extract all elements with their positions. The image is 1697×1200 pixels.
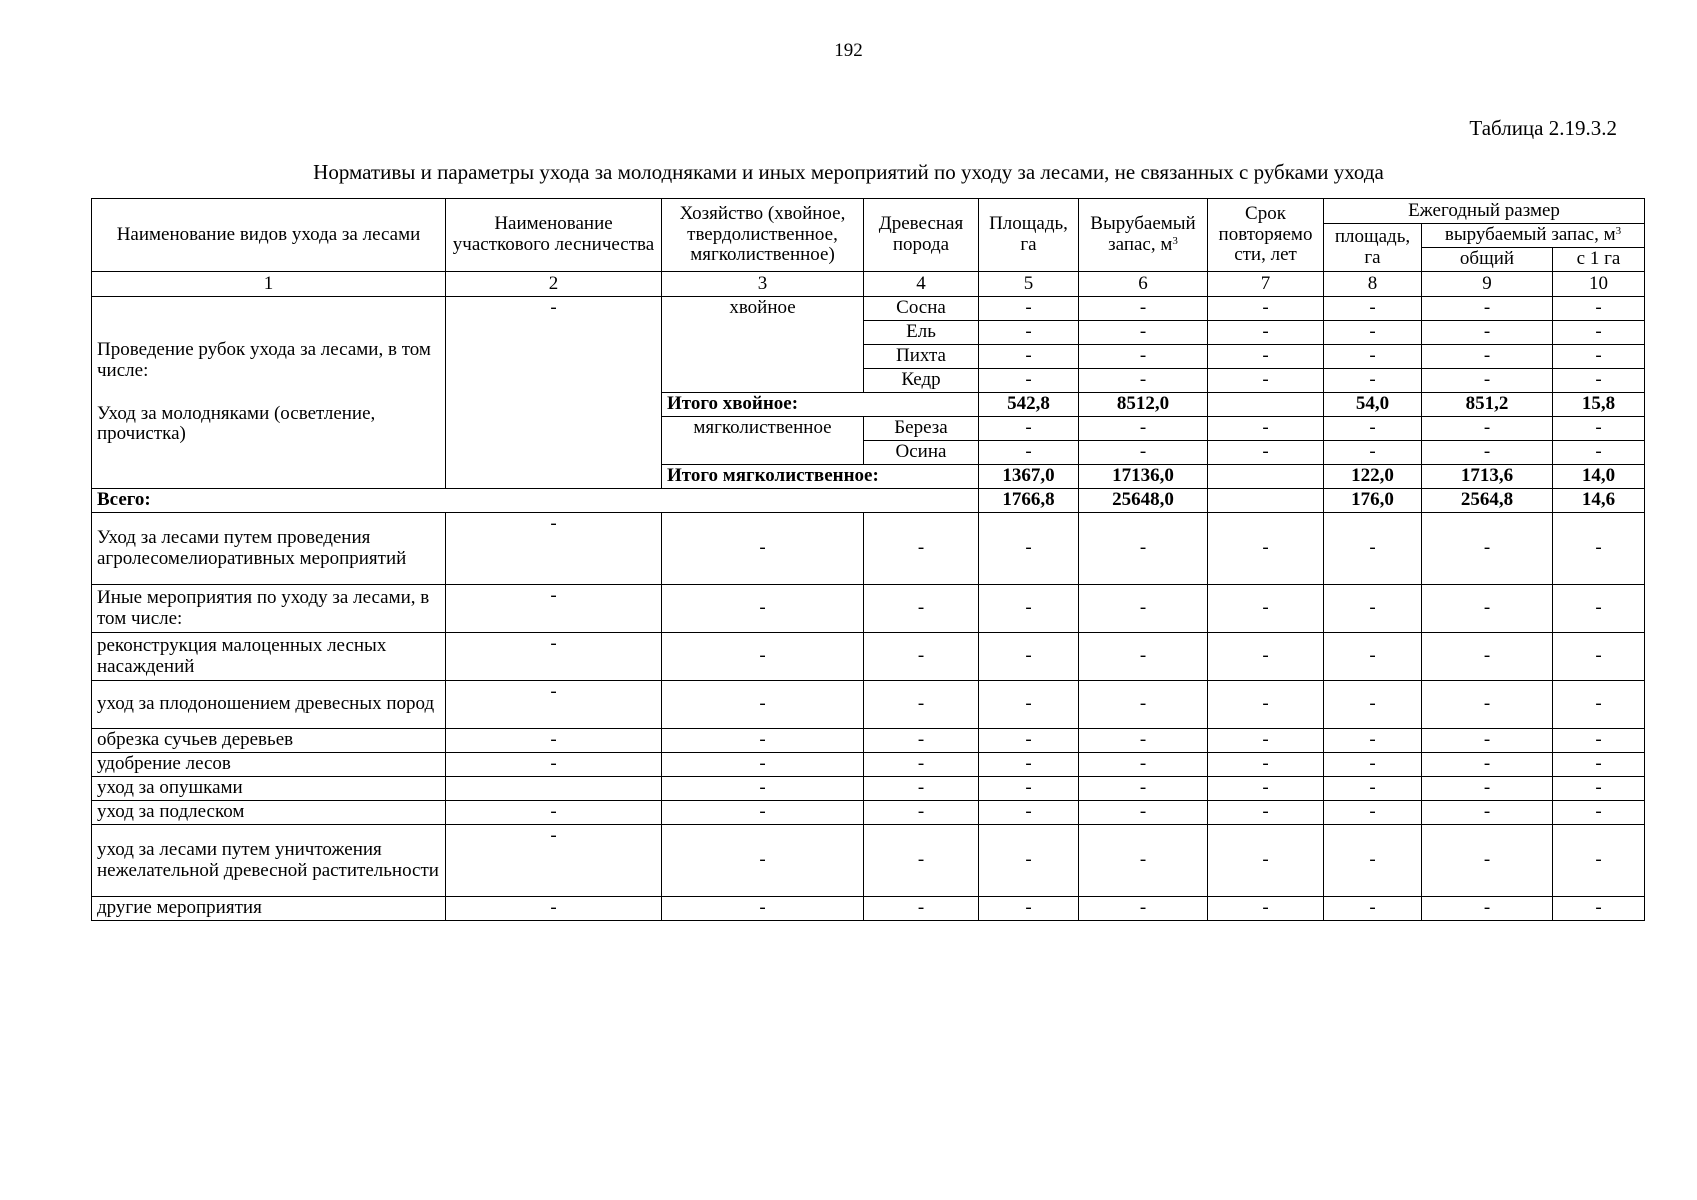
cell-c8: - xyxy=(1324,513,1422,585)
cell-c8: - xyxy=(1324,441,1422,465)
column-number: 5 xyxy=(979,272,1079,297)
column-number: 8 xyxy=(1324,272,1422,297)
softwood-total-label: Итого мягколиственное: xyxy=(662,465,979,489)
forestry-cell: - xyxy=(446,801,662,825)
cell-c9: - xyxy=(1422,777,1553,801)
cell-c5: - xyxy=(979,297,1079,321)
cell-c5: - xyxy=(979,729,1079,753)
activity-name: реконструкция малоценных лесных насаждений xyxy=(92,633,446,681)
cell-c7: - xyxy=(1208,417,1324,441)
table-row xyxy=(92,753,1645,777)
cell-c4: - xyxy=(864,825,979,897)
header-forestry-name: Наименование участкового лесничества xyxy=(446,199,662,272)
cell-c5: - xyxy=(979,585,1079,633)
cell-c8: - xyxy=(1324,345,1422,369)
cell-c10: - xyxy=(1553,897,1645,921)
table-label: Таблица 2.19.3.2 xyxy=(1469,116,1617,140)
cell-c9: - xyxy=(1422,345,1553,369)
cell-c10: - xyxy=(1553,729,1645,753)
cell-c8: - xyxy=(1324,801,1422,825)
cell-c4: - xyxy=(864,801,979,825)
cell-c6: - xyxy=(1079,897,1208,921)
forest-care-table xyxy=(91,198,1645,921)
cell-c6: - xyxy=(1079,753,1208,777)
table-row xyxy=(92,297,1645,321)
cell-c9: - xyxy=(1422,633,1553,681)
cell-c10: - xyxy=(1553,825,1645,897)
cell-c3: - xyxy=(662,633,864,681)
cell-c5: - xyxy=(979,753,1079,777)
cell-c9: - xyxy=(1422,417,1553,441)
cell-c7: - xyxy=(1208,897,1324,921)
cell-c4: - xyxy=(864,681,979,729)
cell-c9: 2564,8 xyxy=(1422,489,1553,513)
cell-c10: 15,8 xyxy=(1553,393,1645,417)
species-cell: Кедр xyxy=(864,369,979,393)
header-area: Площадь, га xyxy=(979,199,1079,272)
forestry-cell: - xyxy=(446,585,662,633)
cell-c8: - xyxy=(1324,681,1422,729)
activity-name: уход за лесами путем уничтожения нежелательной древесной растительности xyxy=(92,825,446,897)
column-number: 9 xyxy=(1422,272,1553,297)
document-title: Нормативы и параметры ухода за молодняками и иных мероприятий по уходу за лесами, не связанных с рубками ухода xyxy=(313,160,1384,184)
column-number: 2 xyxy=(446,272,662,297)
cell-c6: - xyxy=(1079,297,1208,321)
cell-c6: - xyxy=(1079,681,1208,729)
activity-name: уход за плодоношением древесных пород xyxy=(92,681,446,729)
cell-c5: - xyxy=(979,777,1079,801)
cell-c10: - xyxy=(1553,345,1645,369)
cell-c4: - xyxy=(864,729,979,753)
cell-c4: - xyxy=(864,753,979,777)
header-annual-volume-sup: 3 xyxy=(1615,225,1622,238)
cell-c9: - xyxy=(1422,441,1553,465)
forestry-cell: - xyxy=(446,753,662,777)
cell-c8: - xyxy=(1324,633,1422,681)
table-row xyxy=(92,489,1645,513)
column-number: 1 xyxy=(92,272,446,297)
table-row xyxy=(92,897,1645,921)
forestry-cell xyxy=(446,777,662,801)
cell-c9: - xyxy=(1422,897,1553,921)
column-number-row xyxy=(92,272,1645,297)
cell-c5: - xyxy=(979,441,1079,465)
activity-name: удобрение лесов xyxy=(92,753,446,777)
cell-c6: - xyxy=(1079,585,1208,633)
cell-c8: - xyxy=(1324,417,1422,441)
cell-c8: - xyxy=(1324,585,1422,633)
thinning-title: Проведение рубок ухода за лесами, в том числе: xyxy=(97,338,431,381)
cell-c6: 8512,0 xyxy=(1079,393,1208,417)
cell-c10: - xyxy=(1553,801,1645,825)
table-row xyxy=(92,729,1645,753)
cell-c10: - xyxy=(1553,369,1645,393)
cell-c5: - xyxy=(979,345,1079,369)
activity-name: уход за опушками xyxy=(92,777,446,801)
cell-c10: 14,6 xyxy=(1553,489,1645,513)
forestry-cell: - xyxy=(446,825,662,897)
forestry-cell: - xyxy=(446,729,662,753)
cell-c9: 851,2 xyxy=(1422,393,1553,417)
cell-c3: - xyxy=(662,825,864,897)
header-harvested-volume-sup: 3 xyxy=(1172,235,1178,247)
cell-c3: - xyxy=(662,513,864,585)
cell-c7: - xyxy=(1208,825,1324,897)
cell-c5: 542,8 xyxy=(979,393,1079,417)
cell-c6: - xyxy=(1079,321,1208,345)
cell-c6: - xyxy=(1079,345,1208,369)
cell-c9: - xyxy=(1422,585,1553,633)
cell-c5: - xyxy=(979,897,1079,921)
activity-name: обрезка сучьев деревьев xyxy=(92,729,446,753)
cell-c10: - xyxy=(1553,513,1645,585)
table-body xyxy=(92,199,1645,921)
column-number: 4 xyxy=(864,272,979,297)
cell-c9: - xyxy=(1422,321,1553,345)
cell-c10: - xyxy=(1553,441,1645,465)
table-row xyxy=(92,801,1645,825)
header-annual-volume xyxy=(1422,224,1645,248)
cell-c8: - xyxy=(1324,369,1422,393)
activity-name: уход за подлеском xyxy=(92,801,446,825)
cell-c9: - xyxy=(1422,297,1553,321)
cell-c10: - xyxy=(1553,585,1645,633)
activity-name: другие мероприятия xyxy=(92,897,446,921)
species-cell: Береза xyxy=(864,417,979,441)
forestry-cell: - xyxy=(446,681,662,729)
cell-c5: 1367,0 xyxy=(979,465,1079,489)
cell-c5: - xyxy=(979,681,1079,729)
cell-c10: - xyxy=(1553,681,1645,729)
cell-c10: 14,0 xyxy=(1553,465,1645,489)
cell-c4: - xyxy=(864,585,979,633)
cell-c9: - xyxy=(1422,753,1553,777)
cell-c8: - xyxy=(1324,729,1422,753)
cell-c8: - xyxy=(1324,297,1422,321)
cell-c7 xyxy=(1208,393,1324,417)
header-repeat-period: Срок повторяемо сти, лет xyxy=(1208,199,1324,272)
species-cell: Сосна xyxy=(864,297,979,321)
cell-c5: - xyxy=(979,633,1079,681)
cell-c7: - xyxy=(1208,729,1324,753)
cell-c6: - xyxy=(1079,801,1208,825)
cell-c8: - xyxy=(1324,777,1422,801)
cell-c4: - xyxy=(864,777,979,801)
cell-c9: - xyxy=(1422,825,1553,897)
species-cell: Пихта xyxy=(864,345,979,369)
cell-c5: - xyxy=(979,369,1079,393)
cell-c7: - xyxy=(1208,753,1324,777)
cell-c7: - xyxy=(1208,441,1324,465)
cell-c5: - xyxy=(979,417,1079,441)
cell-c10: - xyxy=(1553,753,1645,777)
cell-c6: - xyxy=(1079,633,1208,681)
cell-c7: - xyxy=(1208,777,1324,801)
cell-c9: - xyxy=(1422,681,1553,729)
cell-c8: 54,0 xyxy=(1324,393,1422,417)
cell-c3: - xyxy=(662,777,864,801)
cell-c5: - xyxy=(979,825,1079,897)
thinning-activity-name xyxy=(92,297,446,489)
cell-c5: - xyxy=(979,321,1079,345)
thinning-forestry: - xyxy=(446,297,662,489)
species-cell: Осина xyxy=(864,441,979,465)
cell-c10: - xyxy=(1553,633,1645,681)
header-activity-name: Наименование видов ухода за лесами xyxy=(92,199,446,272)
cell-c7: - xyxy=(1208,633,1324,681)
column-number: 3 xyxy=(662,272,864,297)
cell-c10: - xyxy=(1553,321,1645,345)
cell-c3: - xyxy=(662,681,864,729)
cell-c9: - xyxy=(1422,513,1553,585)
column-number: 7 xyxy=(1208,272,1324,297)
cell-c7 xyxy=(1208,489,1324,513)
conifer-farm-type: хвойное xyxy=(662,297,864,393)
header-volume-per-ha: с 1 га xyxy=(1553,248,1645,272)
column-number: 10 xyxy=(1553,272,1645,297)
cell-c4: - xyxy=(864,513,979,585)
table-row xyxy=(92,825,1645,897)
cell-c8: - xyxy=(1324,753,1422,777)
grand-total-label: Всего: xyxy=(92,489,979,513)
cell-c10: - xyxy=(1553,297,1645,321)
header-harvested-volume-text: Вырубаемый запас, м xyxy=(1090,213,1196,255)
cell-c7: - xyxy=(1208,681,1324,729)
cell-c7: - xyxy=(1208,321,1324,345)
table-row xyxy=(92,585,1645,633)
cell-c6: - xyxy=(1079,513,1208,585)
cell-c6: - xyxy=(1079,825,1208,897)
cell-c6: - xyxy=(1079,369,1208,393)
cell-c9: 1713,6 xyxy=(1422,465,1553,489)
cell-c6: - xyxy=(1079,777,1208,801)
species-cell: Ель xyxy=(864,321,979,345)
cell-c8: - xyxy=(1324,321,1422,345)
cell-c8: 176,0 xyxy=(1324,489,1422,513)
table-row xyxy=(92,681,1645,729)
conifer-total-label: Итого хвойное: xyxy=(662,393,979,417)
cell-c3: - xyxy=(662,801,864,825)
forestry-cell: - xyxy=(446,633,662,681)
cell-c9: - xyxy=(1422,369,1553,393)
cell-c8: - xyxy=(1324,897,1422,921)
header-harvested-volume xyxy=(1079,199,1208,272)
cell-c9: - xyxy=(1422,801,1553,825)
cell-c7: - xyxy=(1208,297,1324,321)
header-annual-size: Ежегодный размер xyxy=(1324,199,1645,224)
forestry-cell: - xyxy=(446,513,662,585)
cell-c7: - xyxy=(1208,513,1324,585)
cell-c6: - xyxy=(1079,417,1208,441)
header-tree-species: Древесная порода xyxy=(864,199,979,272)
table-row xyxy=(92,513,1645,585)
cell-c10: - xyxy=(1553,417,1645,441)
cell-c6: - xyxy=(1079,729,1208,753)
cell-c7: - xyxy=(1208,345,1324,369)
page-number: 192 xyxy=(834,40,863,61)
cell-c3: - xyxy=(662,753,864,777)
cell-c7: - xyxy=(1208,801,1324,825)
cell-c3: - xyxy=(662,585,864,633)
cell-c10: - xyxy=(1553,777,1645,801)
thinning-subtitle: Уход за молодняками (осветление, прочистка) xyxy=(97,402,376,445)
activity-name: Иные мероприятия по уходу за лесами, в том числе: xyxy=(92,585,446,633)
header-volume-total: общий xyxy=(1422,248,1553,272)
cell-c3: - xyxy=(662,729,864,753)
forestry-cell: - xyxy=(446,897,662,921)
cell-c7: - xyxy=(1208,585,1324,633)
table-row xyxy=(92,633,1645,681)
cell-c8: - xyxy=(1324,825,1422,897)
header-annual-area: площадь, га xyxy=(1324,224,1422,272)
cell-c6: 25648,0 xyxy=(1079,489,1208,513)
cell-c4: - xyxy=(864,633,979,681)
softwood-farm-type: мягколиственное xyxy=(662,417,864,465)
table-row xyxy=(92,777,1645,801)
cell-c8: 122,0 xyxy=(1324,465,1422,489)
cell-c5: - xyxy=(979,513,1079,585)
cell-c3: - xyxy=(662,897,864,921)
cell-c7: - xyxy=(1208,369,1324,393)
activity-name: Уход за лесами путем проведения агролесомелиоративных мероприятий xyxy=(92,513,446,585)
header-farm-type: Хозяйство (хвойное, твердолиственное, мягколиственное) xyxy=(662,199,864,272)
cell-c4: - xyxy=(864,897,979,921)
cell-c7 xyxy=(1208,465,1324,489)
cell-c6: 17136,0 xyxy=(1079,465,1208,489)
column-number: 6 xyxy=(1079,272,1208,297)
cell-c5: - xyxy=(979,801,1079,825)
cell-c6: - xyxy=(1079,441,1208,465)
cell-c5: 1766,8 xyxy=(979,489,1079,513)
header-annual-volume-text: вырубаемый запас, м xyxy=(1444,224,1616,246)
cell-c9: - xyxy=(1422,729,1553,753)
